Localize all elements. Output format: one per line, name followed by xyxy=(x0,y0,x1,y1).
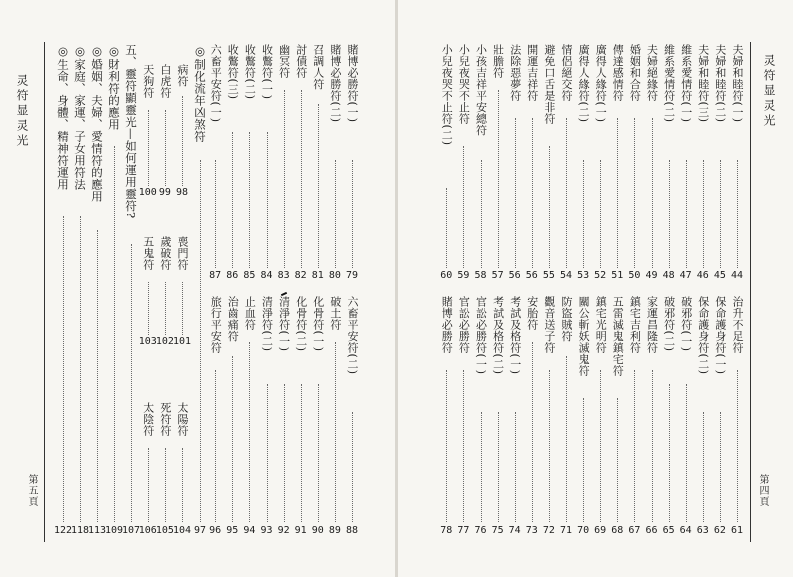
toc-leader-dots xyxy=(600,160,601,268)
toc-page-number: 103 xyxy=(138,336,157,347)
toc-page-number: 45 xyxy=(713,270,726,281)
toc-entry-title: ◎家庭、家運、子女用符法 xyxy=(73,44,87,191)
toc-leader-dots xyxy=(566,118,567,268)
toc-leader-dots xyxy=(182,282,183,335)
toc-leader-dots xyxy=(148,282,149,335)
toc-leader-dots xyxy=(182,448,183,522)
toc-entry-title: 官訟必勝符(一) xyxy=(474,296,488,375)
toc-entry-title: 收鷩符(二) xyxy=(243,44,257,100)
toc-entry-title: 治升不足符 xyxy=(731,296,744,354)
right-running-head: 灵符显灵光 xyxy=(762,54,776,129)
toc-entry-title: 太陽符 xyxy=(176,402,189,437)
toc-leader-dots xyxy=(97,230,98,522)
toc-entry-title: 收鷩符(三) xyxy=(226,44,240,100)
toc-page-number: 99 xyxy=(158,187,171,198)
toc-page-number: 118 xyxy=(70,525,90,536)
toc-page-number: 64 xyxy=(679,525,692,536)
toc-page-number: 79 xyxy=(345,270,359,281)
right-page-number: 第四頁 xyxy=(757,474,768,507)
toc-leader-dots xyxy=(165,448,166,522)
toc-leader-dots xyxy=(498,412,499,522)
toc-leader-dots xyxy=(703,160,704,268)
toc-leader-dots xyxy=(318,384,319,522)
toc-entry-title: 五鬼符 xyxy=(141,236,155,271)
toc-page-number: 77 xyxy=(457,525,470,536)
toc-entry-title: 化骨符(二) xyxy=(294,296,308,352)
toc-page-number: 73 xyxy=(525,525,538,536)
left-page-frame-rule xyxy=(44,42,45,542)
toc-page-number: 101 xyxy=(172,336,192,347)
toc-entry-title: 賭博必勝符(二) xyxy=(328,44,342,123)
left-page-number: 第五頁 xyxy=(26,474,37,507)
toc-entry-title: 旅行平安符 xyxy=(209,296,223,354)
toc-page-number: 88 xyxy=(345,525,359,536)
toc-leader-dots xyxy=(267,132,268,268)
toc-entry-title: 收鷩符(一) xyxy=(260,44,274,100)
toc-entry-title: 病符 xyxy=(176,64,189,87)
toc-leader-dots xyxy=(200,160,201,522)
toc-leader-dots xyxy=(352,160,353,268)
toc-page-number: 71 xyxy=(559,525,573,536)
toc-page-number: 100 xyxy=(138,187,157,198)
toc-leader-dots xyxy=(737,160,738,268)
toc-leader-dots xyxy=(634,370,635,522)
toc-entry-title: 夫婦和睦符(一) xyxy=(731,44,744,123)
toc-page-number: 54 xyxy=(559,270,573,281)
toc-leader-dots xyxy=(549,370,550,522)
toc-entry-title: 清淨符(二) xyxy=(260,296,274,352)
toc-entry-title: 白虎符 xyxy=(158,64,172,99)
toc-page-number: 83 xyxy=(277,270,290,281)
toc-page-number: 95 xyxy=(226,525,239,536)
toc-entry-title: 法除惡夢符 xyxy=(508,44,522,102)
toc-leader-dots xyxy=(737,370,738,522)
toc-entry-title: 破土符 xyxy=(328,296,342,331)
toc-leader-dots xyxy=(686,160,687,268)
toc-leader-dots xyxy=(249,132,250,268)
toc-leader-dots xyxy=(182,96,183,186)
toc-entry-title: 傳達感情符 xyxy=(611,44,625,102)
toc-entry-title: 賭博必勝符 xyxy=(440,296,454,354)
toc-page-number: 68 xyxy=(611,525,624,536)
toc-entry-title: 小孩吉祥平安總符 xyxy=(474,44,488,136)
toc-leader-dots xyxy=(131,244,132,522)
toc-page-number: 87 xyxy=(209,270,222,281)
toc-page-number: 70 xyxy=(577,525,590,536)
toc-page-number: 76 xyxy=(474,525,487,536)
toc-entry-title: 破邪符(二) xyxy=(662,296,676,352)
toc-entry-title: 關公斬妖滅鬼符 xyxy=(577,296,591,377)
toc-entry-title: 歲破符 xyxy=(158,236,172,271)
toc-page-number: 63 xyxy=(696,525,709,536)
toc-entry-title: 安胎符 xyxy=(525,296,539,331)
toc-leader-dots xyxy=(720,160,721,268)
toc-page-number: 66 xyxy=(645,525,658,536)
toc-entry-title: 六畜平安符(二) xyxy=(346,296,359,375)
toc-leader-dots xyxy=(600,370,601,522)
toc-entry-title: 官訟必勝符 xyxy=(457,296,471,354)
toc-entry-title: 保命護身符(一) xyxy=(713,296,727,375)
toc-entry-title: 觀音送子符 xyxy=(542,296,556,354)
toc-leader-dots xyxy=(215,160,216,268)
toc-leader-dots xyxy=(498,90,499,268)
toc-page-number: 81 xyxy=(311,270,324,281)
toc-page-number: 102 xyxy=(155,336,174,347)
toc-page-number: 61 xyxy=(730,525,744,536)
left-running-head: 灵符显灵光 xyxy=(15,74,29,149)
toc-leader-dots xyxy=(284,384,285,522)
toc-page-number: 48 xyxy=(662,270,675,281)
toc-page-number: 109 xyxy=(104,525,124,536)
toc-page-number: 62 xyxy=(713,525,726,536)
toc-entry-title: 夫婦和睦符(三) xyxy=(696,44,710,123)
toc-entry-title: 夫婦和睦符(二) xyxy=(713,44,727,123)
toc-entry-title: 六畜平安符(一) xyxy=(209,44,223,123)
toc-entry-title: ◎制化流年凶煞符 xyxy=(193,44,207,143)
toc-page-number: 52 xyxy=(594,270,607,281)
toc-leader-dots xyxy=(703,412,704,522)
toc-leader-dots xyxy=(446,188,447,268)
toc-entry-title: 家運昌隆符 xyxy=(645,296,659,354)
toc-page-number: 91 xyxy=(294,525,307,536)
toc-leader-dots xyxy=(267,384,268,522)
right-page-frame-rule xyxy=(750,42,751,542)
toc-page-number: 50 xyxy=(628,270,641,281)
toc-page-number: 113 xyxy=(87,525,107,536)
toc-page-number: 78 xyxy=(440,525,453,536)
toc-leader-dots xyxy=(284,90,285,268)
toc-leader-dots xyxy=(549,146,550,268)
toc-leader-dots xyxy=(232,132,233,268)
toc-entry-title: 治齒痛符 xyxy=(226,296,240,342)
toc-entry-title: 化骨符(一) xyxy=(311,296,325,352)
toc-page-number: 94 xyxy=(243,525,256,536)
toc-entry-title: 維系愛情符(二) xyxy=(662,44,676,123)
toc-page-number: 104 xyxy=(172,525,192,536)
toc-entry-title: 開運吉祥符 xyxy=(525,44,539,102)
toc-leader-dots xyxy=(148,110,149,186)
toc-page-number: 82 xyxy=(294,270,307,281)
toc-entry-title: 清淨符(一) xyxy=(277,296,291,352)
toc-entry-title: 壯膽符 xyxy=(491,44,505,79)
toc-entry-title: 防盜賊符 xyxy=(560,296,573,342)
toc-leader-dots xyxy=(532,342,533,522)
toc-page-number: 57 xyxy=(491,270,504,281)
toc-page-number: 98 xyxy=(175,187,189,198)
toc-page-number: 65 xyxy=(662,525,675,536)
toc-page-number: 84 xyxy=(260,270,273,281)
toc-entry-title: 鎮宅光明符 xyxy=(594,296,608,354)
toc-entry-title: 避免口舌是非符 xyxy=(542,44,556,125)
toc-leader-dots xyxy=(532,118,533,268)
toc-leader-dots xyxy=(515,412,516,522)
toc-leader-dots xyxy=(634,118,635,268)
toc-entry-title: 死符符 xyxy=(158,402,172,437)
toc-entry-title: 夫婦絕緣符 xyxy=(645,44,659,102)
toc-page-number: 51 xyxy=(611,270,624,281)
toc-leader-dots xyxy=(463,370,464,522)
toc-leader-dots xyxy=(481,160,482,268)
toc-page-number: 44 xyxy=(730,270,744,281)
toc-page-number: 67 xyxy=(628,525,641,536)
toc-page-number: 56 xyxy=(508,270,521,281)
toc-entry-title: 破邪符(一) xyxy=(679,296,693,352)
section-page-number: 107 xyxy=(121,525,141,536)
toc-page-number: 74 xyxy=(508,525,521,536)
toc-page-number: 46 xyxy=(696,270,709,281)
toc-leader-dots xyxy=(114,146,115,522)
toc-leader-dots xyxy=(720,412,721,522)
toc-page-number: 90 xyxy=(311,525,324,536)
toc-entry-title: 廣得人緣符(二) xyxy=(577,44,591,123)
toc-entry-title: 五雷滅鬼鎮宅符 xyxy=(611,296,625,377)
toc-leader-dots xyxy=(566,356,567,522)
toc-leader-dots xyxy=(669,384,670,522)
toc-page-number: 122 xyxy=(53,525,73,536)
toc-entry-title: 天狗符 xyxy=(141,64,155,99)
toc-leader-dots xyxy=(80,216,81,522)
toc-page-number: 105 xyxy=(155,525,174,536)
toc-leader-dots xyxy=(335,160,336,268)
toc-entry-title: 維系愛情符(一) xyxy=(679,44,693,123)
toc-page-number: 56 xyxy=(525,270,538,281)
toc-entry-title: ◎生命、身體、精神符運用 xyxy=(56,44,70,191)
toc-leader-dots xyxy=(301,384,302,522)
toc-leader-dots xyxy=(318,104,319,268)
toc-leader-dots xyxy=(249,342,250,522)
toc-entry-title: 幽冥符 xyxy=(277,44,291,79)
toc-page-number: 59 xyxy=(457,270,470,281)
toc-leader-dots xyxy=(515,118,516,268)
toc-leader-dots xyxy=(652,118,653,268)
toc-page-number: 49 xyxy=(645,270,658,281)
toc-entry-title: 小兒夜哭不止符(二) xyxy=(440,44,454,146)
toc-leader-dots xyxy=(165,110,166,186)
toc-page-number: 92 xyxy=(277,525,290,536)
toc-leader-dots xyxy=(669,160,670,268)
toc-page-number: 69 xyxy=(594,525,607,536)
toc-page-number: 85 xyxy=(243,270,256,281)
toc-leader-dots xyxy=(165,282,166,335)
toc-page-number: 96 xyxy=(209,525,222,536)
toc-leader-dots xyxy=(686,384,687,522)
toc-leader-dots xyxy=(232,356,233,522)
toc-entry-title: 保命護身符(二) xyxy=(696,296,710,375)
toc-leader-dots xyxy=(335,342,336,522)
toc-entry-title: 喪門符 xyxy=(176,236,189,271)
toc-leader-dots xyxy=(301,90,302,268)
toc-leader-dots xyxy=(583,160,584,268)
toc-leader-dots xyxy=(215,370,216,522)
toc-leader-dots xyxy=(652,370,653,522)
toc-page-number: 55 xyxy=(542,270,555,281)
toc-entry-title: 廣得人緣符(一) xyxy=(594,44,608,123)
toc-page-number: 58 xyxy=(474,270,487,281)
toc-leader-dots xyxy=(63,216,64,522)
toc-leader-dots xyxy=(463,146,464,268)
toc-leader-dots xyxy=(446,370,447,522)
toc-entry-title: 鎮宅吉利符 xyxy=(628,296,642,354)
toc-entry-title: 考試及格符(二) xyxy=(491,296,505,375)
toc-entry-title: ◎婚姻、夫婦、愛情符的應用 xyxy=(90,44,104,203)
toc-leader-dots xyxy=(617,118,618,268)
toc-entry-title: 考試及格符(一) xyxy=(508,296,522,375)
toc-page-number: 47 xyxy=(679,270,692,281)
toc-entry-title: ◎財利符的應用 xyxy=(107,44,121,131)
toc-page-number: 72 xyxy=(542,525,555,536)
toc-leader-dots xyxy=(148,448,149,522)
toc-leader-dots xyxy=(352,412,353,522)
toc-entry-title: 小兒夜哭不止符 xyxy=(457,44,471,125)
toc-entry-title: 召調人符 xyxy=(311,44,325,90)
toc-page-number: 80 xyxy=(328,270,341,281)
toc-entry-title: 討債符 xyxy=(294,44,308,79)
toc-entry-title: 婚姻和合符 xyxy=(628,44,642,102)
toc-page-number: 53 xyxy=(577,270,590,281)
section-heading: 五、靈符顯靈光—如何運用靈符? xyxy=(124,44,138,219)
toc-page-number: 75 xyxy=(491,525,504,536)
toc-page-number: 106 xyxy=(138,525,157,536)
toc-page-number: 93 xyxy=(260,525,273,536)
toc-entry-title: 止血符 xyxy=(243,296,257,331)
toc-page-number: 97 xyxy=(193,525,207,536)
toc-entry-title: 太陰符 xyxy=(141,402,155,437)
toc-page-number: 86 xyxy=(226,270,239,281)
toc-leader-dots xyxy=(617,398,618,522)
toc-page-number: 89 xyxy=(328,525,341,536)
toc-leader-dots xyxy=(583,398,584,522)
toc-leader-dots xyxy=(481,412,482,522)
toc-page-number: 60 xyxy=(440,270,453,281)
toc-entry-title: 情侶絕交符 xyxy=(560,44,573,102)
toc-entry-title: 賭博必勝符(一) xyxy=(346,44,359,123)
